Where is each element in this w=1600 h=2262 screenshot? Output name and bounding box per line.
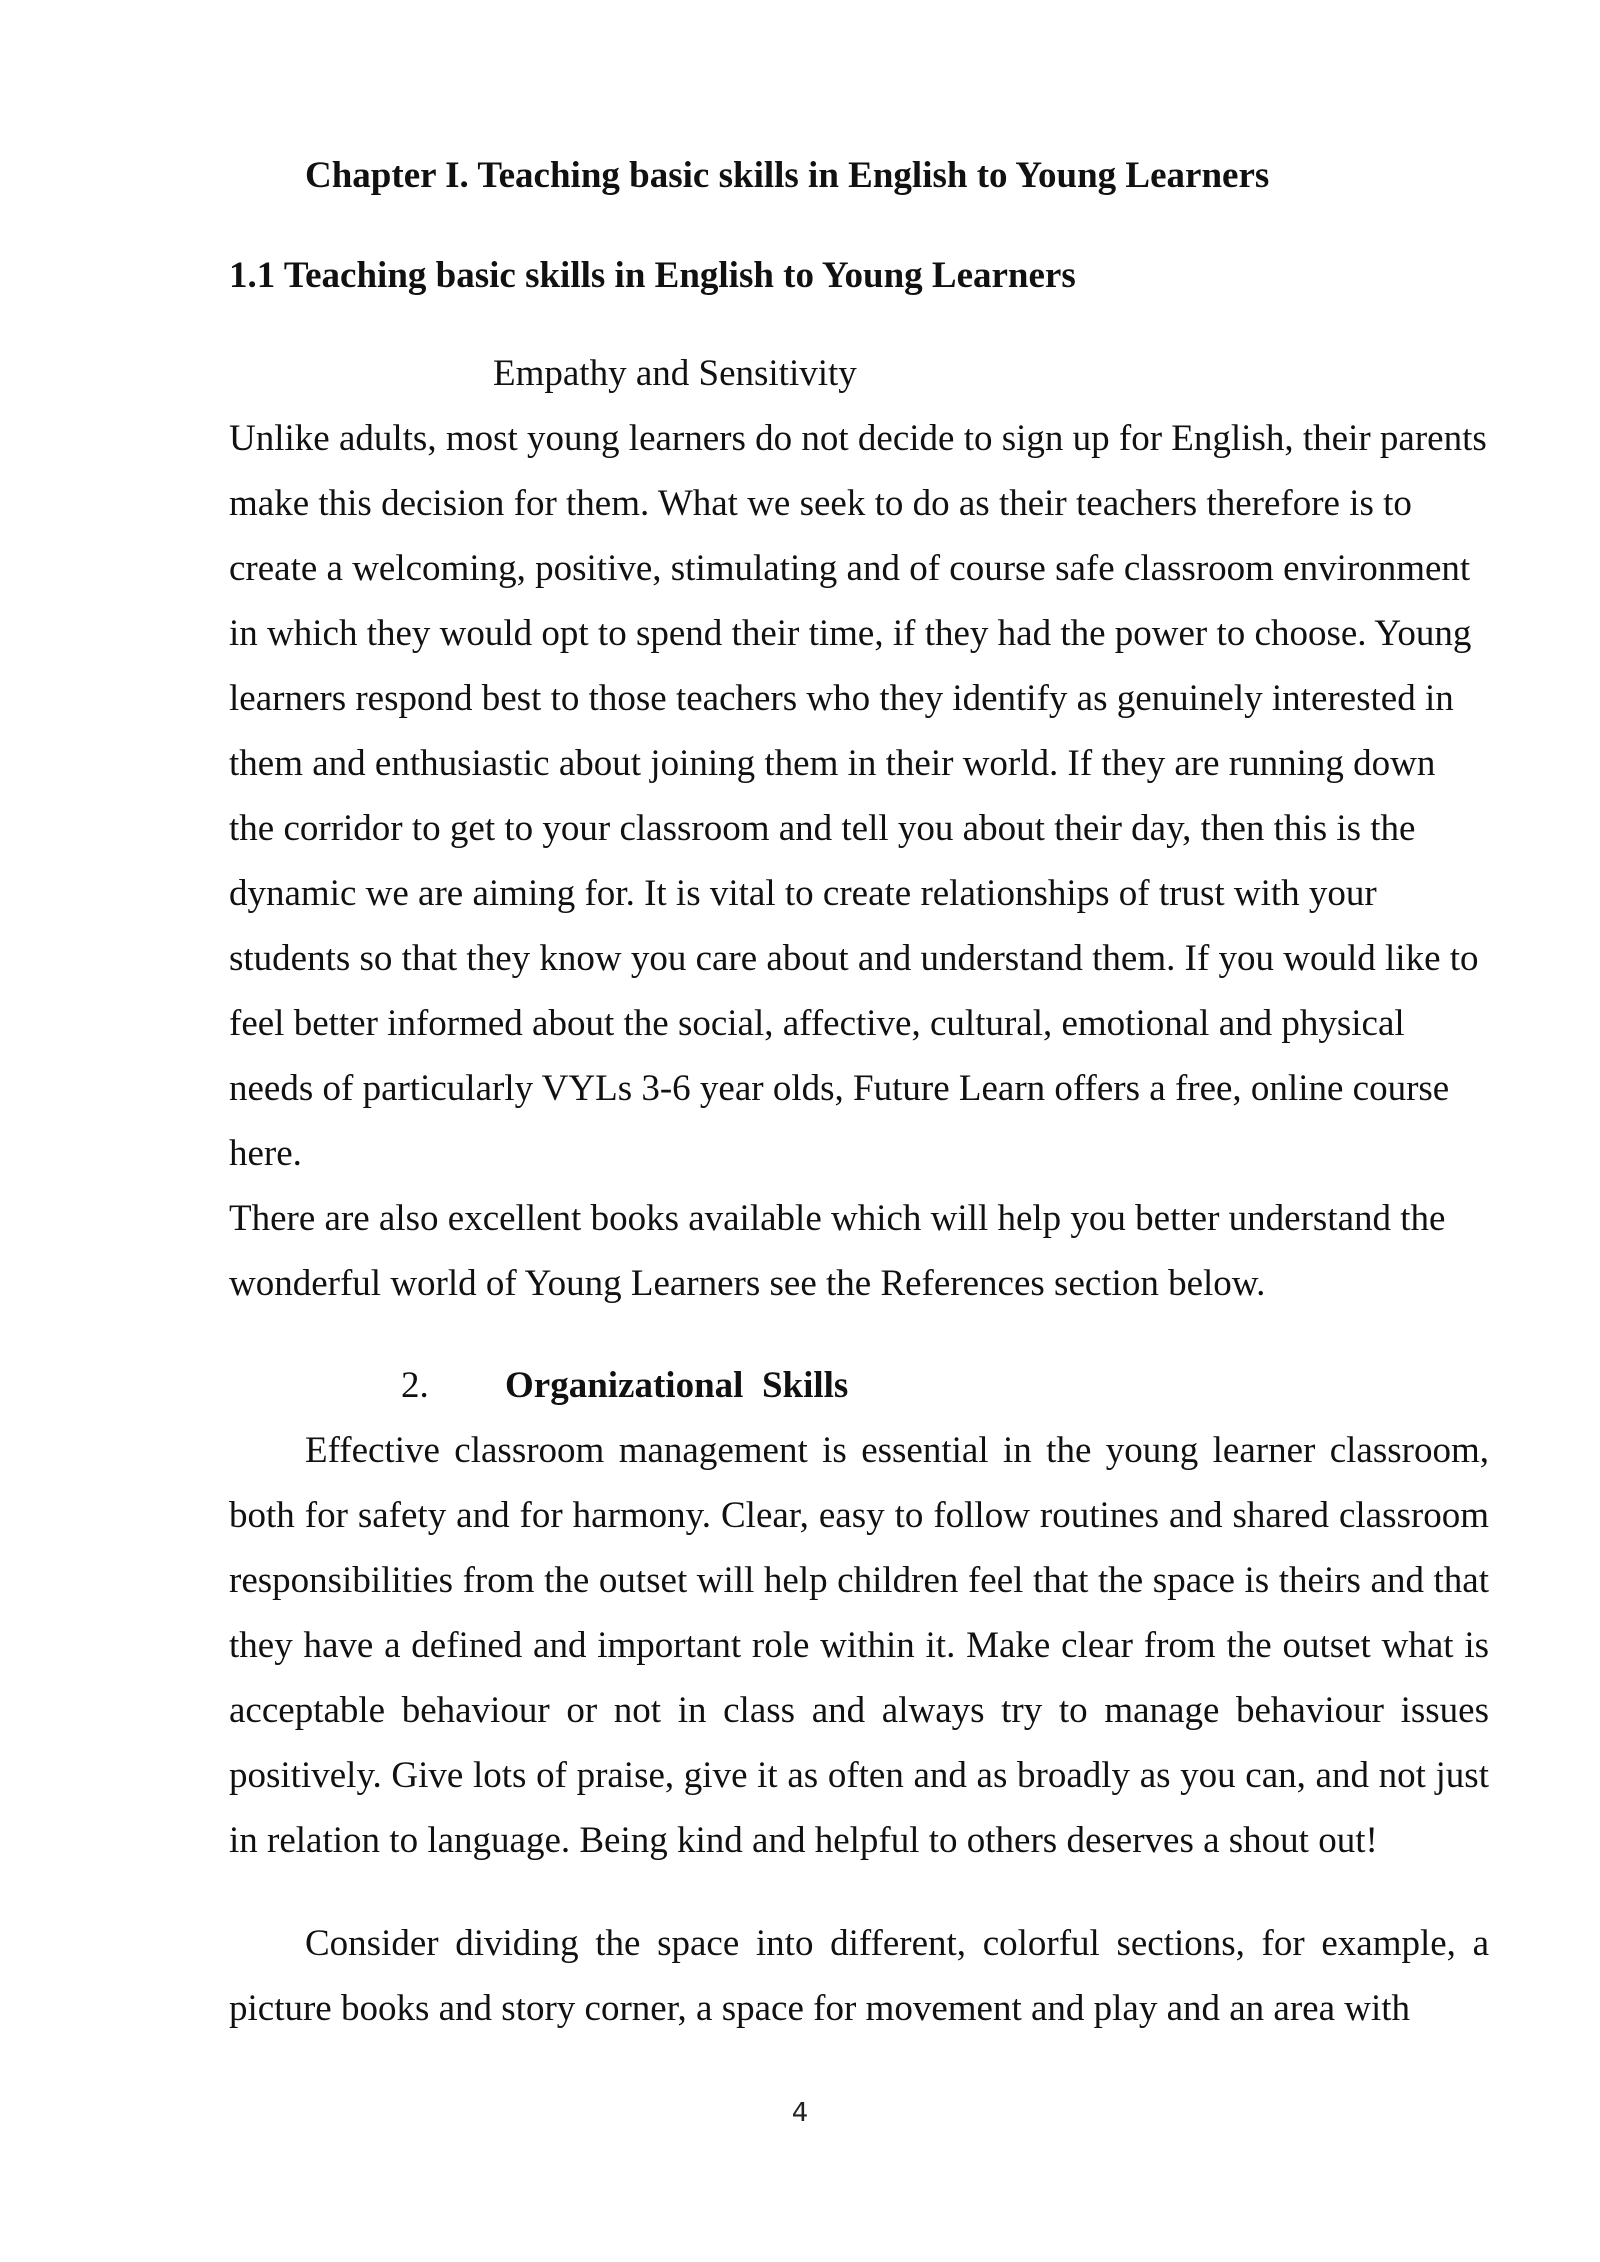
chapter-title: Chapter I. Teaching basic skills in English to Young Learners — [305, 155, 1270, 196]
paragraph-classroom-management: Effective classroom management is essential in the young learner classroom, both for safety and for harmony. Clear, easy to follow routines and shared classroom responsibilities from the outset will help children feel that the space is theirs and that they have a defined and important role within it. Make clear from the outset what is acceptable behaviour or not in class and always try to manage behaviour issues positively. Give lots of praise, give it as often and as broadly as you can, and not just in relation to language. Being kind and helpful to others deserves a shout out! — [229, 1430, 1489, 1861]
paragraph-empathy: Unlike adults, most young learners do not decide to sign up for English, their parents make this decision for them. What we seek to do as their teachers therefore is to create a welcoming, positive, stimulating and of course safe classroom environment in which they would opt to spend their time, if they had the power to choose. Young learners respond best to those teachers who they identify as genuinely interested in them and enthusiastic about joining them in their world. If they are running down the corridor to get to your classroom and tell you about their day, then this is the dynamic we are aiming for. It is vital to create relationships of trust with your students so that they know you care about and understand them. If you would like to feel better informed about the social, affective, cultural, emotional and physical needs of particularly VYLs 3-6 year olds, Future Learn offers a free, online course here. — [229, 418, 1487, 1174]
paragraph-gap — [229, 1873, 1489, 1911]
heading-organizational-skills — [229, 1354, 1489, 1418]
subheading-empathy: Empathy and Sensitivity — [493, 353, 857, 394]
page-number: 4 — [791, 2098, 809, 2128]
section-title: 1.1 Teaching basic skills in English to Young Learners — [229, 255, 1076, 296]
heading-number: 2. — [401, 1365, 429, 1406]
paragraph-space-division: Consider dividing the space into different, colorful sections, for example, a picture books and story corner, a space for movement and play and an area with — [229, 1923, 1489, 2029]
heading-text: Organizational Skills — [505, 1365, 849, 1406]
paragraph-books: There are also excellent books available which will help you better understand the wonderful world of Young Learners see the References section below. — [229, 1198, 1446, 1304]
page-content — [229, 140, 1489, 2041]
